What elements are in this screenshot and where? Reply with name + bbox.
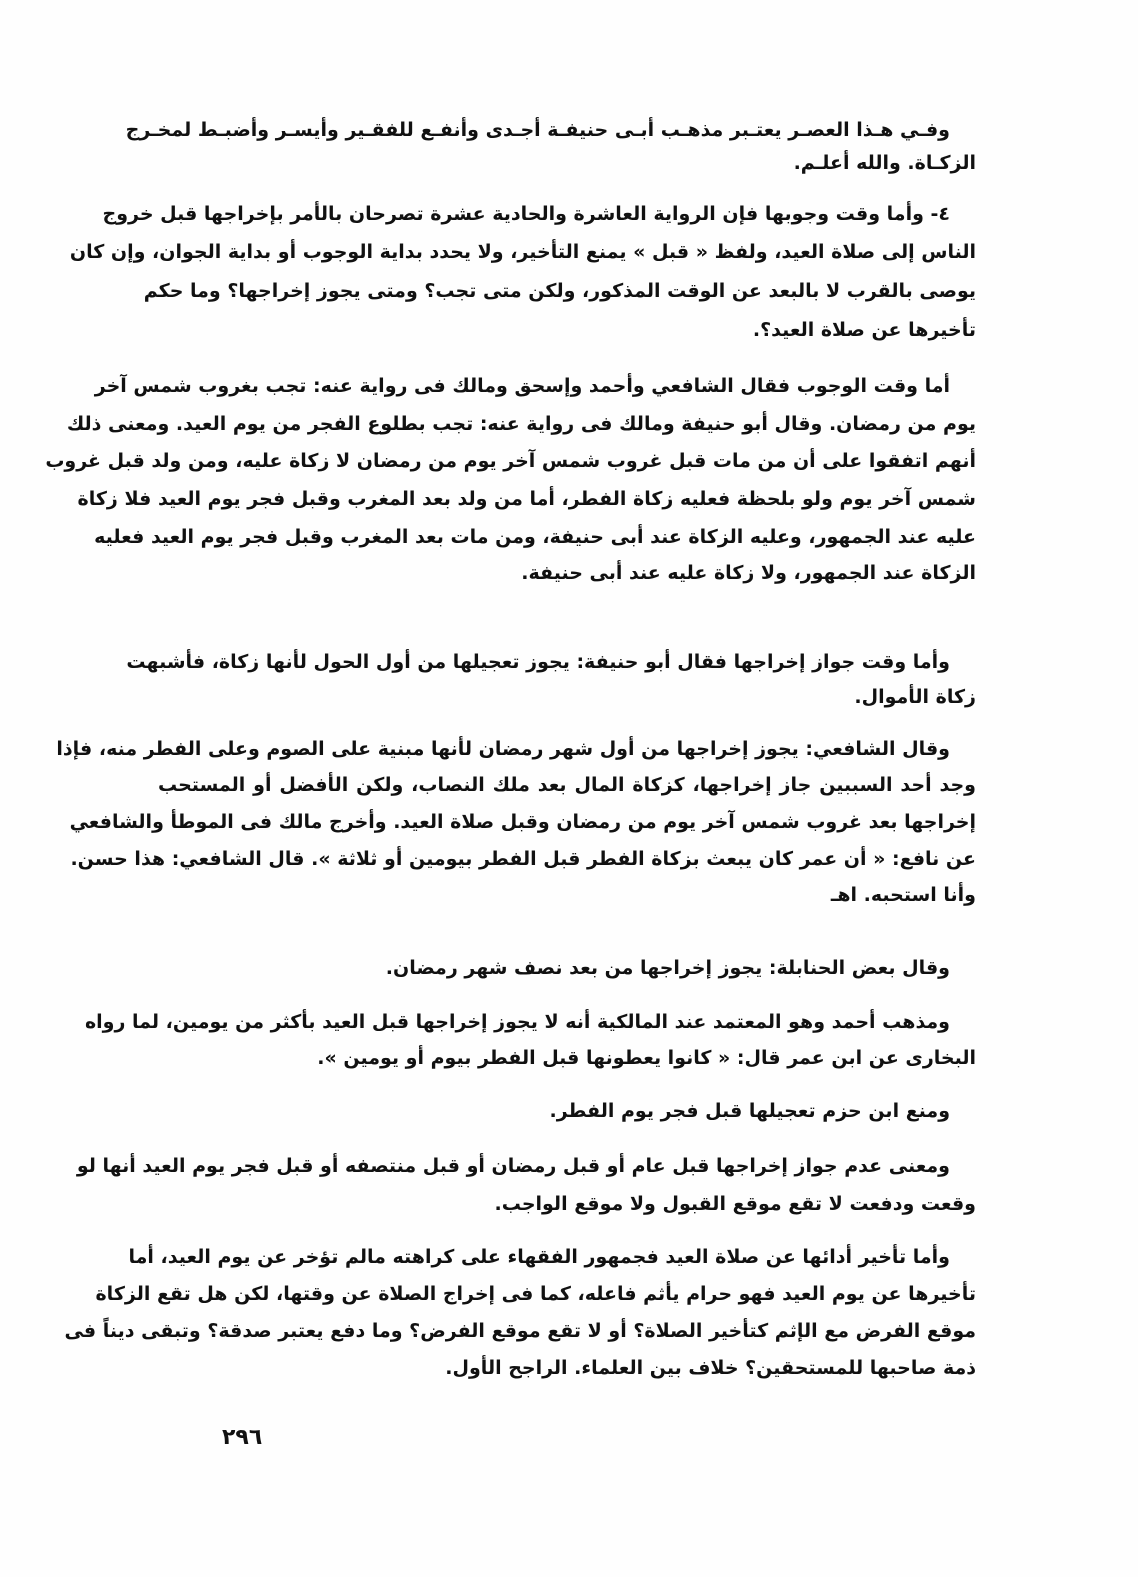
text-line: أما وقت الوجوب فقال الشافعي وأحمد وإسحق ومالك فى رواية عنه: تجب بغروب شمس آخر (94, 375, 950, 397)
text-line: الزكاة عند الجمهور، ولا زكاة عليه عند أبى حنيفة. (521, 562, 976, 584)
text-line: البخارى عن ابن عمر قال: « كانوا يعطونها قبل الفطر بيوم أو يومين ». (317, 1047, 976, 1069)
text-line: ومنع ابن حزم تعجيلها قبل فجر يوم الفطر. (549, 1100, 950, 1122)
text-line: عليه عند الجمهور، وعليه الزكاة عند أبى حنيفة، ومن مات بعد المغرب وقبل فجر يوم العيد فعليه (94, 526, 976, 548)
text-line: ٤- وأما وقت وجوبها فإن الرواية العاشرة والحادية عشرة تصرحان بالأمر بإخراجها قبل خروج (102, 203, 950, 225)
text-line: أنهم اتفقوا على أن من مات قبل غروب شمس آخر يوم من رمضان لا زكاة عليه، ومن ولد قبل غروب (45, 450, 976, 472)
text-line: وقال الشافعي: يجوز إخراجها من أول شهر رمضان لأنها مبنية على الصوم وعلى الفطر منه، فإذا (56, 738, 950, 760)
text-line: الزكـاة. والله أعلـم. (793, 152, 976, 174)
text-line: وقال بعض الحنابلة: يجوز إخراجها من بعد نصف شهر رمضان. (385, 957, 950, 979)
text-line: ومذهب أحمد وهو المعتمد عند المالكية أنه لا يجوز إخراجها قبل العيد بأكثر من يومين، لما رواه (84, 1011, 950, 1033)
text-line: إخراجها بعد غروب شمس آخر يوم من رمضان وقبل صلاة العيد. وأخرج مالك فى الموطأ والشافعي (69, 811, 976, 833)
text-line: شمس آخر يوم ولو بلحظة فعليه زكاة الفطر، أما من ولد بعد المغرب وقبل فجر يوم العيد فلا زكاة (77, 488, 976, 510)
text-line: تأخيرها عن صلاة العيد؟. (752, 319, 976, 341)
text-line: وأنا استحبه. اهـ (830, 884, 976, 906)
text-line: موقع الفرض مع الإثم كتأخير الصلاة؟ أو لا تقع موقع الفرض؟ وما دفع يعتبر صدقة؟ وتبقى ديناً فى (64, 1320, 976, 1342)
text-line: وفـي هـذا العصـر يعتـبر مذهـب أبـى حنيفـة أجـدى وأنفـع للفقـير وأيسـر وأضبـط لمخـرج (125, 119, 950, 141)
text-line: زكاة الأموال. (854, 686, 976, 708)
text-line: يوم من رمضان. وقال أبو حنيفة ومالك فى رواية عنه: تجب بطلوع الفجر من يوم العيد. ومعنى ذلك (66, 413, 976, 435)
text-line: الناس إلى صلاة العيد، ولفظ « قبل » يمنع التأخير، ولا يحدد بداية الوجوب أو بداية الجوان، وإن كان (69, 241, 976, 263)
text-line: وقعت ودفعت لا تقع موقع القبول ولا موقع الواجب. (494, 1193, 976, 1215)
page-number: ٢٩٦ (222, 1425, 263, 1450)
text-line: ذمة صاحبها للمستحقين؟ خلاف بين العلماء. الراجح الأول. (445, 1357, 976, 1379)
text-line: وأما وقت جواز إخراجها فقال أبو حنيفة: يجوز تعجيلها من أول الحول لأنها زكاة، فأشبهت (126, 651, 950, 673)
text-line: وأما تأخير أدائها عن صلاة العيد فجمهور الفقهاء على كراهته مالم تؤخر عن يوم العيد، أما (128, 1246, 950, 1268)
text-line: عن نافع: « أن عمر كان يبعث بزكاة الفطر قبل الفطر بيومين أو ثلاثة ». قال الشافعي: هذا حسن. (70, 848, 976, 870)
text-line: تأخيرها عن يوم العيد فهو حرام يأثم فاعله، كما فى إخراج الصلاة عن وقتها، لكن هل تقع الزكاة (95, 1283, 976, 1305)
text-line: وجد أحد السببين جاز إخراجها، كزكاة المال بعد ملك النصاب، ولكن الأفضل أو المستحب (158, 774, 976, 796)
text-line: ومعنى عدم جواز إخراجها قبل عام أو قبل رمضان أو قبل منتصفه أو قبل فجر يوم العيد أنها لو (76, 1155, 950, 1177)
text-line: يوصى بالقرب لا بالبعد عن الوقت المذكور، ولكن متى تجب؟ ومتى يجوز إخراجها؟ وما حكم (143, 280, 976, 302)
